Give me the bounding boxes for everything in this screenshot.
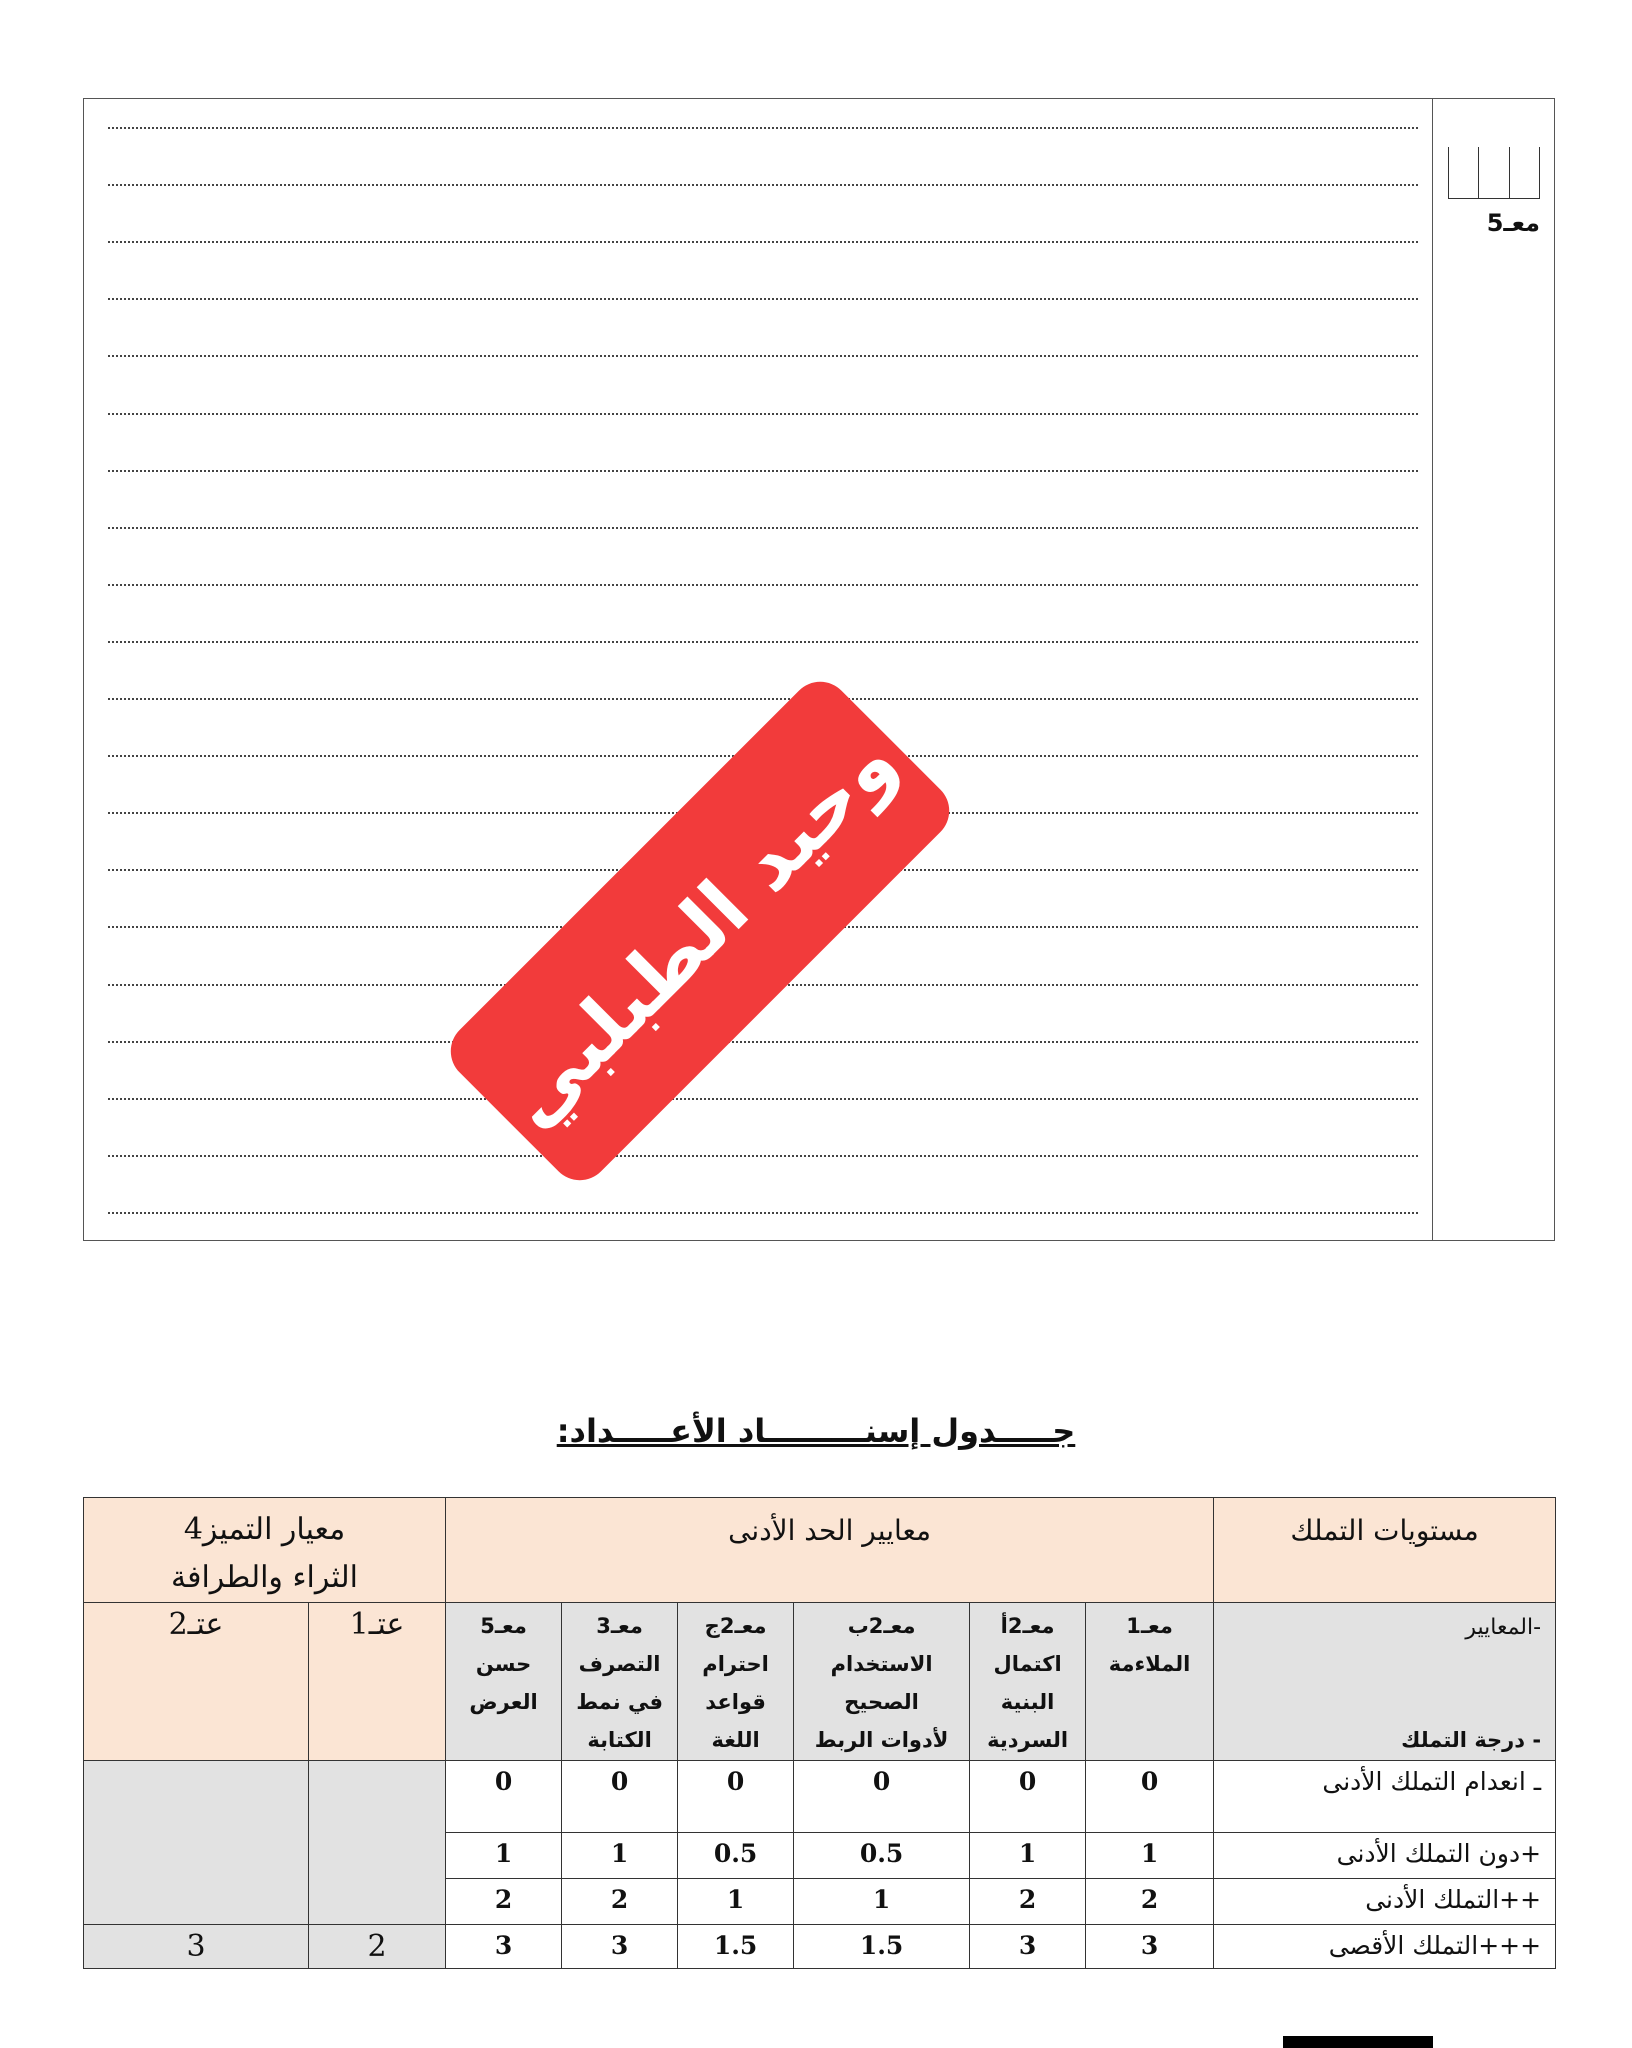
score-cell: 1	[678, 1879, 794, 1925]
dotted-line	[108, 1098, 1418, 1100]
table-title-wrap	[0, 1412, 1632, 1450]
excellence-criterion-header: عتـ1	[309, 1603, 446, 1761]
score-cell: 0	[446, 1761, 562, 1833]
table-title: جـــــدول إسنـــــــــاد الأعـــــداد:	[556, 1412, 1076, 1450]
dotted-line	[108, 298, 1418, 300]
writing-lines[interactable]	[108, 99, 1418, 1240]
excellence-score-cell: 2	[309, 1925, 446, 1969]
criterion-header	[678, 1603, 794, 1761]
dotted-line	[108, 355, 1418, 357]
score-cell: 0	[562, 1761, 678, 1833]
score-cell: 2	[562, 1879, 678, 1925]
score-cell: 1	[970, 1833, 1086, 1879]
criterion-tag: معـ5	[1486, 209, 1540, 237]
corner-bar	[1283, 2036, 1433, 2048]
score-cell: 3	[1086, 1925, 1214, 1969]
dotted-line	[108, 1155, 1418, 1157]
dotted-line	[108, 184, 1418, 186]
score-cell: 0	[794, 1761, 970, 1833]
score-cell: 2	[1086, 1879, 1214, 1925]
table-row	[84, 1925, 1556, 1969]
excellence-header-line: الثراء والطرافة	[171, 1560, 358, 1595]
excellence-score-cell: 3	[84, 1925, 309, 1969]
criterion-code: معـ2ب	[847, 1614, 916, 1638]
grading-table	[83, 1497, 1556, 1969]
dotted-line	[108, 584, 1418, 586]
criterion-name: لأدوات الربط	[814, 1728, 949, 1752]
criterion-name: السردية	[987, 1728, 1069, 1752]
level-label: ++التملك الأدنى	[1214, 1879, 1556, 1925]
criterion-header	[1086, 1603, 1214, 1761]
score-cell: 3	[970, 1925, 1086, 1969]
dotted-line	[108, 698, 1418, 700]
excellence-criterion-header: عتـ2	[84, 1603, 309, 1761]
score-cell: 1	[446, 1833, 562, 1879]
score-cell: 2	[446, 1879, 562, 1925]
diagonal-header	[1214, 1603, 1556, 1761]
criteria-axis-label: -المعايير	[1465, 1615, 1542, 1640]
score-ticks	[1448, 147, 1540, 199]
criterion-name: اللغة	[711, 1728, 760, 1752]
criterion-header	[562, 1603, 678, 1761]
score-cell: 0.5	[678, 1833, 794, 1879]
criterion-name: حسن	[475, 1652, 532, 1676]
dotted-line	[108, 470, 1418, 472]
level-label: +دون التملك الأدنى	[1214, 1833, 1556, 1879]
score-cell: 3	[562, 1925, 678, 1969]
score-cell: 2	[970, 1879, 1086, 1925]
dotted-line	[108, 127, 1418, 129]
score-cell: 0.5	[794, 1833, 970, 1879]
levels-header: مستويات التملك	[1214, 1498, 1556, 1603]
score-cell: 1	[562, 1833, 678, 1879]
criterion-header	[446, 1603, 562, 1761]
score-cell: 0	[678, 1761, 794, 1833]
criterion-header	[970, 1603, 1086, 1761]
dotted-line	[108, 241, 1418, 243]
criterion-name: الاستخدام	[830, 1652, 933, 1676]
criterion-name: اكتمال	[993, 1652, 1062, 1676]
criterion-name: العرض	[469, 1690, 538, 1714]
criterion-header	[794, 1603, 970, 1761]
criterion-name: التصرف	[578, 1652, 661, 1676]
dotted-line	[108, 1212, 1418, 1214]
level-label: ـ انعدام التملك الأدنى	[1214, 1761, 1556, 1833]
score-cell: 3	[446, 1925, 562, 1969]
criterion-name: قواعد	[705, 1690, 766, 1714]
level-label: +++التملك الأقصى	[1214, 1925, 1556, 1969]
criterion-name: الكتابة	[587, 1728, 652, 1752]
criterion-name: البنية	[1000, 1690, 1055, 1714]
score-cell: 1.5	[794, 1925, 970, 1969]
criterion-code: معـ3	[596, 1614, 643, 1638]
dotted-line	[108, 1041, 1418, 1043]
score-cell: 1.5	[678, 1925, 794, 1969]
criterion-code: معـ1	[1126, 1614, 1173, 1638]
shaded-cell	[84, 1761, 309, 1925]
writing-box	[83, 98, 1555, 1241]
score-margin	[1432, 99, 1554, 1240]
score-cell: 0	[970, 1761, 1086, 1833]
minimum-criteria-header: معايير الحد الأدنى	[446, 1498, 1214, 1603]
dotted-line	[108, 527, 1418, 529]
score-cell: 0	[1086, 1761, 1214, 1833]
criterion-name: الصحيح	[844, 1690, 919, 1714]
level-axis-label: - درجة التملك	[1401, 1728, 1542, 1752]
table-row	[84, 1761, 1556, 1833]
dotted-line	[108, 413, 1418, 415]
criterion-name: في نمط	[576, 1690, 663, 1714]
score-cell: 1	[794, 1879, 970, 1925]
criterion-name: احترام	[702, 1652, 769, 1676]
criterion-code: معـ2ج	[704, 1614, 767, 1638]
dotted-line	[108, 641, 1418, 643]
excellence-header	[84, 1498, 446, 1603]
criterion-code: معـ2أ	[1000, 1614, 1055, 1638]
criterion-code: معـ5	[480, 1614, 527, 1638]
watermark-text: وحيد الطبلبي	[486, 717, 914, 1145]
score-cell: 1	[1086, 1833, 1214, 1879]
shaded-cell	[309, 1761, 446, 1925]
excellence-header-line: معيار التميز4	[183, 1512, 346, 1547]
criterion-name: الملاءمة	[1108, 1652, 1191, 1676]
